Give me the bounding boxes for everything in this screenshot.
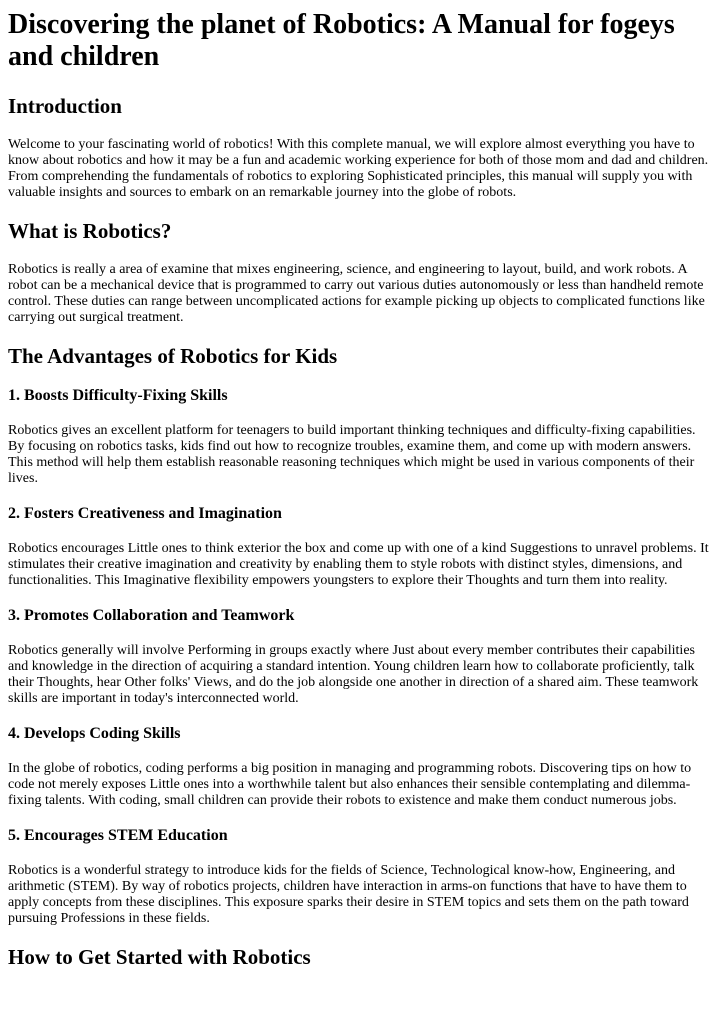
subsection-heading-problem-solving: 1. Boosts Difficulty-Fixing Skills <box>8 387 228 404</box>
page-title: Discovering the planet of Robotics: A Manual for fogeys and children <box>8 9 675 72</box>
subsection-text-problem-solving: Robotics gives an excellent platform for teenagers to build important thinking techniques and difficulty-fixing capabilities. By focusing on robotics tasks, kids find out how to recognize troubles, examine them, and come up with modern answers. This method will help them establish reasonable reasoning techniques which might be used in various components of their lives. <box>8 423 696 486</box>
section-heading-getting-started: How to Get Started with Robotics <box>8 945 311 969</box>
subsection-heading-coding: 4. Develops Coding Skills <box>8 725 181 742</box>
subsection-heading-teamwork: 3. Promotes Collaboration and Teamwork <box>8 607 295 624</box>
section-heading-introduction: Introduction <box>8 94 122 118</box>
subsection-text-stem: Robotics is a wonderful strategy to introduce kids for the fields of Science, Technological know-how, Engineering, and arithmetic (STEM). By way of robotics projects, children have interaction in arms-on functions that have to have them to apply concepts from these disciplines. This exposure sparks their desire in STEM topics and sets them on the path toward pursuing Professions in these fields. <box>8 863 689 926</box>
subsection-text-coding: In the globe of robotics, coding performs a big position in managing and programming robots. Discovering tips on how to code not merely exposes Little ones into a worthwhile talent but also enhances their sensible contemplating and dilemma-fixing talents. With coding, small children can provide their robots to existence and make them conduct numerous jobs. <box>8 761 692 808</box>
subsection-text-creativity: Robotics encourages Little ones to think exterior the box and come up with one of a kind Suggestions to unravel problems. It stimulates their creative imagination and creativity by enabling them to style robots with distinct styles, dimensions, and functionalities. This Imaginative flexibility empowers youngsters to explore their Thoughts and turn them into reality. <box>8 541 709 588</box>
section-heading-what-is-robotics: What is Robotics? <box>8 219 172 243</box>
section-text-what-is-robotics: Robotics is really a area of examine that mixes engineering, science, and engineering to layout, build, and work robots. A robot can be a mechanical device that is programmed to carry out various duties autonomously or less than handheld remote control. These duties can range between uncomplicated actions for example picking up objects to complicated functions like carrying out surgical treatment. <box>8 262 705 325</box>
section-heading-advantages: The Advantages of Robotics for Kids <box>8 344 338 368</box>
article <box>0 9 720 969</box>
section-text-introduction: Welcome to your fascinating world of robotics! With this complete manual, we will explore almost everything you have to know about robotics and how it may be a fun and academic working experience for both of those mom and dad and children. From comprehending the fundamentals of robotics to exploring Sophisticated principles, this manual will supply you with valuable insights and sources to embark on an remarkable journey into the globe of robots. <box>8 137 709 200</box>
subsection-text-teamwork: Robotics generally will involve Performing in groups exactly where Just about every member contributes their capabilities and knowledge in the direction of acquiring a standard intention. Young children learn how to collaborate proficiently, talk their Thoughts, hear Other folks' Views, and do the job alongside one another in direction of a shared aim. These teamwork skills are important in today's interconnected world. <box>8 643 699 706</box>
subsection-heading-creativity: 2. Fosters Creativeness and Imagination <box>8 505 282 522</box>
subsection-heading-stem: 5. Encourages STEM Education <box>8 827 228 844</box>
